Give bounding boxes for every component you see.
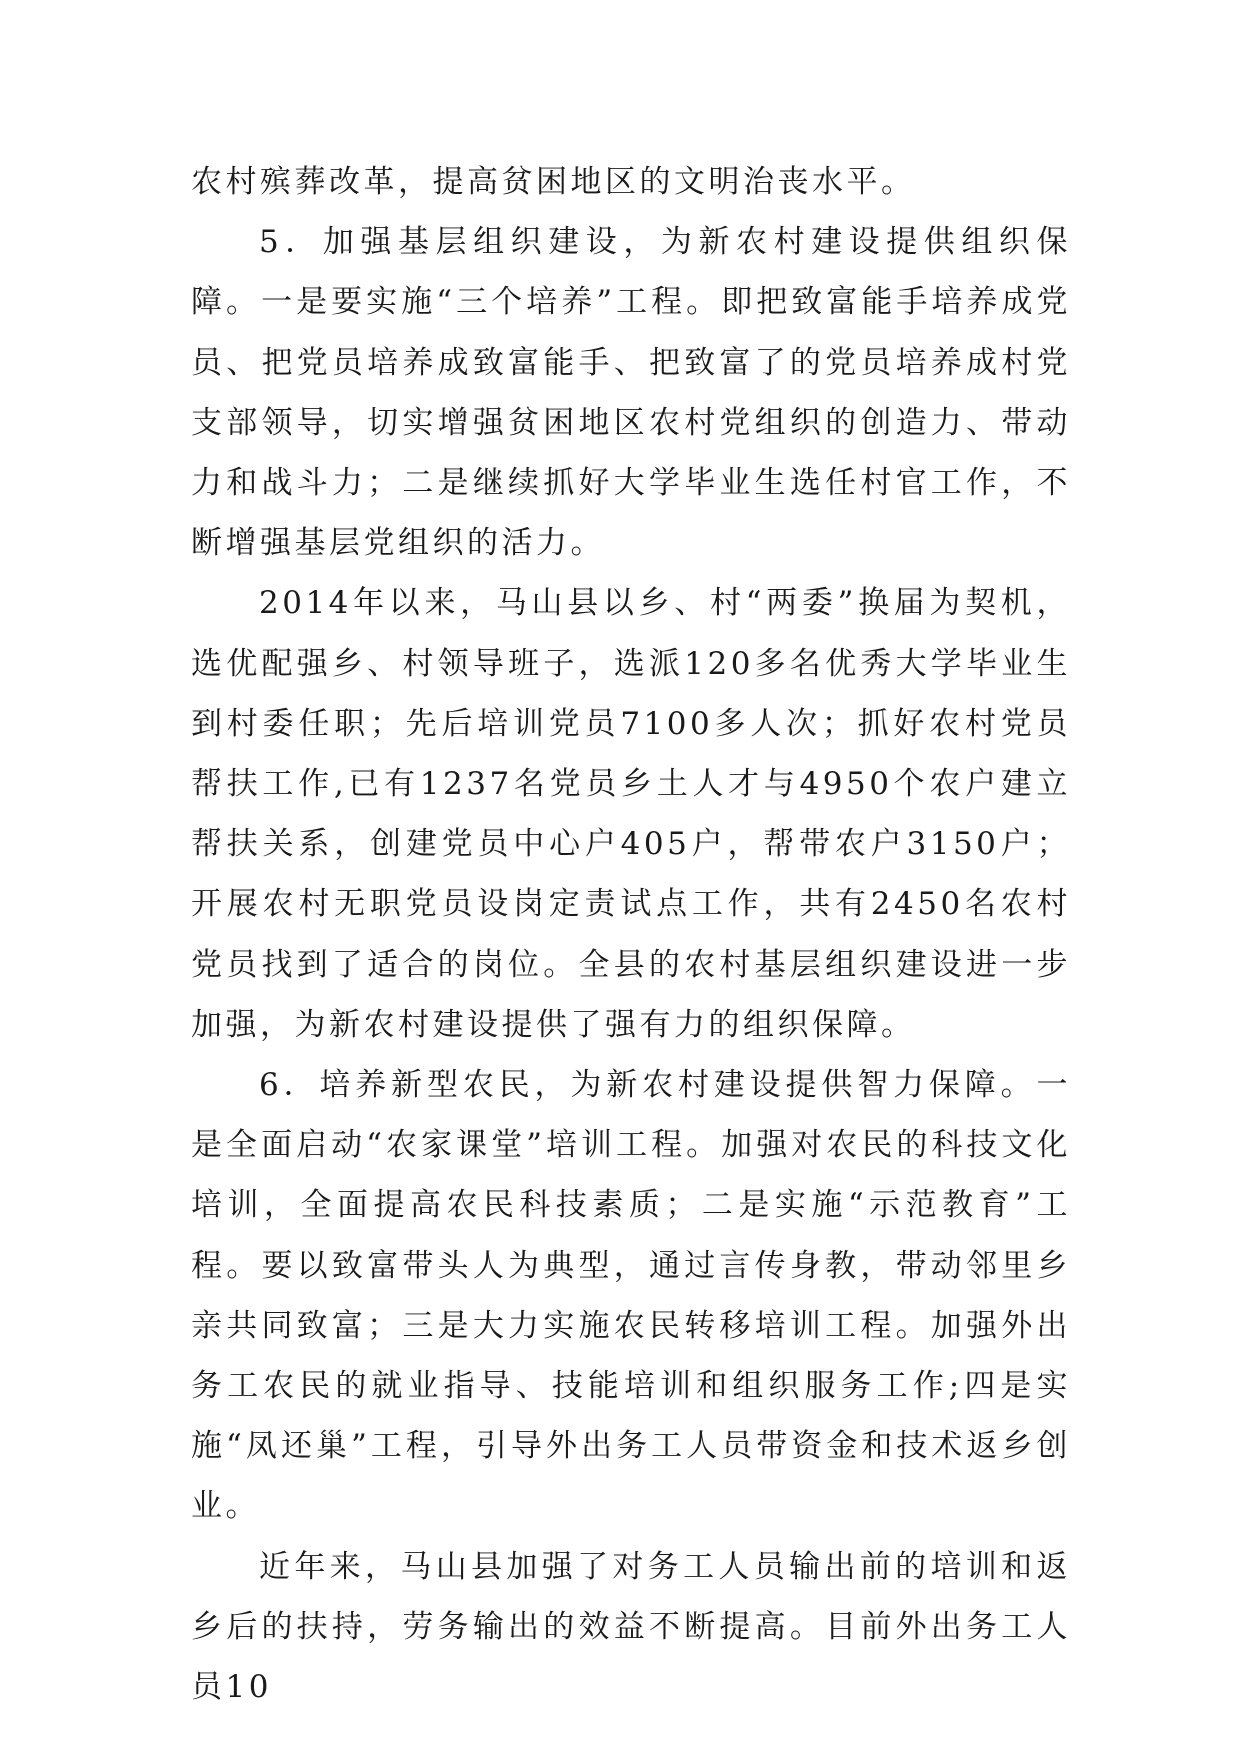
paragraph-5: 近年来，马山县加强了对务工人员输出前的培训和返乡后的扶持，劳务输出的效益不断提高。目前外出务工人员10 [191, 1548, 1071, 1706]
paragraph-4: 6．培养新型农民，为新农村建设提供智力保障。一是全面启动“农家课堂”培训工程。加强对农民的科技文化培训，全面提高农民科技素质；二是实施“示范教育”工程。要以致富带头人为典型，通过言传身教，带动邻里乡亲共同致富；三是大力实施农民转移培训工程。加强外出务工农民的就业指导、技能培训和组织服务工作;四是实施“凤还巢”工程，引导外出务工人员带资金和技术返乡创业。 [191, 1067, 1071, 1525]
document-body [191, 152, 1071, 1717]
paragraph-1: 农村殡葬改革，提高贫困地区的文明治丧水平。 [191, 164, 916, 200]
paragraph-3: 2014年以来，马山县以乡、村“两委”换届为契机，选优配强乡、村领导班子，选派120多名优秀大学毕业生到村委任职；先后培训党员7100多人次；抓好农村党员帮扶工作,已有1237名党员乡土人才与4950个农户建立帮扶关系，创建党员中心户405户，帮带农户3150户；开展农村无职党员设岗定责试点工作，共有2450名农村党员找到了适合的岗位。全县的农村基层组织建设进一步加强，为新农村建设提供了强有力的组织保障。 [191, 585, 1071, 1043]
paragraph-2: 5．加强基层组织建设，为新农村建设提供组织保障。一是要实施“三个培养”工程。即把致富能手培养成党员、把党员培养成致富能手、把致富了的党员培养成村党支部领导，切实增强贫困地区农村党组织的创造力、带动力和战斗力；二是继续抓好大学毕业生选任村官工作，不断增强基层党组织的活力。 [191, 224, 1071, 562]
